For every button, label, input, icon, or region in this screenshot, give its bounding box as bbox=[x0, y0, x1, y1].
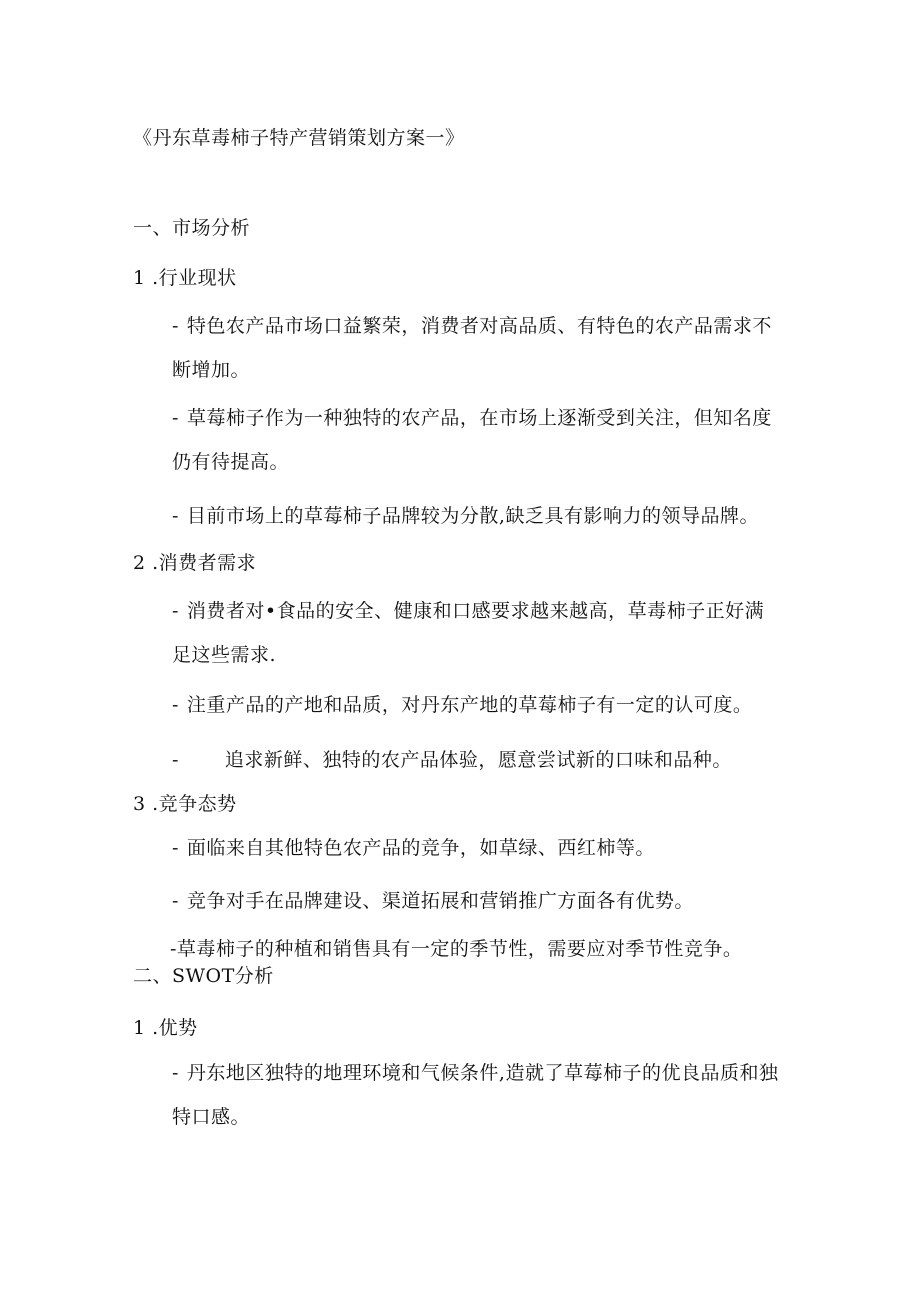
bullet-text: 目前市场上的草莓柿子品牌较为分散,缺乏具有影响力的领导品牌。 bbox=[186, 505, 759, 527]
section-heading-swot: 二、SWOT分析 bbox=[133, 965, 274, 987]
bullet-dash: - bbox=[172, 837, 179, 859]
bullet-dash: - bbox=[172, 315, 179, 337]
bullet-dash: - bbox=[172, 407, 179, 429]
bullet-dash: - bbox=[172, 600, 179, 622]
bullet-text: 丹东地区独特的地理环境和气候条件,造就了草莓柿子的优良品质和独特口感。 bbox=[172, 1062, 779, 1128]
bullet-dash: - bbox=[170, 938, 177, 960]
bullet-text: 草毒柿子的种植和销售具有一定的季节性，需要应对季节性竞争。 bbox=[176, 938, 743, 960]
bullet-text: 草莓柿子作为一种独特的农产品，在市场上逐渐受到关注，但知名度仍有待提高。 bbox=[172, 407, 772, 473]
bullet-industry-1 bbox=[172, 304, 782, 392]
subheading-consumer-demand: 2 .消费者需求 bbox=[133, 552, 257, 574]
subheading-industry-status: 1 .行业现状 bbox=[133, 267, 237, 289]
section-heading-market-analysis: 一、市场分析 bbox=[133, 217, 251, 239]
bullet-industry-2 bbox=[172, 396, 782, 484]
document-title: 《丹东草毒柿子特产营销策划方案一》 bbox=[133, 127, 465, 149]
bullet-dash: - bbox=[172, 1062, 179, 1084]
bullet-industry-3 bbox=[172, 494, 812, 538]
bullet-consumer-3 bbox=[172, 738, 812, 782]
bullet-consumer-1 bbox=[172, 589, 782, 677]
bullet-strength-1 bbox=[172, 1051, 782, 1139]
bullet-competition-2 bbox=[172, 879, 812, 923]
bullet-competition-1 bbox=[172, 826, 812, 870]
bullet-text: 追求新鲜、独特的农产品体验，愿意尝试新的口味和品种。 bbox=[224, 749, 732, 771]
bullet-text: 面临来自其他特色农产品的竞争，如草绿、西红柿等。 bbox=[186, 837, 655, 859]
bullet-text: 特色农产品市场口益繁荣，消费者对高品质、有特色的农产品需求不断增加。 bbox=[172, 315, 772, 381]
bullet-dash: - bbox=[172, 890, 179, 912]
bullet-dash: - bbox=[172, 505, 179, 527]
bullet-dash: - bbox=[172, 749, 179, 771]
subheading-strength: 1 .优势 bbox=[133, 1017, 198, 1039]
bullet-text: 注重产品的产地和品质，对丹东产地的草莓柿子有一定的认可度。 bbox=[186, 694, 753, 716]
bullet-text: 消费者对•食品的安全、健康和口感要求越来越高，草毒柿子正好满足这些需求. bbox=[172, 600, 765, 666]
subheading-competition: 3 .竞争态势 bbox=[133, 793, 237, 815]
bullet-consumer-2 bbox=[172, 683, 812, 727]
bullet-text: 竞争对手在品牌建设、渠道拓展和营销推广方面各有优势。 bbox=[186, 890, 694, 912]
bullet-dash: - bbox=[172, 694, 179, 716]
